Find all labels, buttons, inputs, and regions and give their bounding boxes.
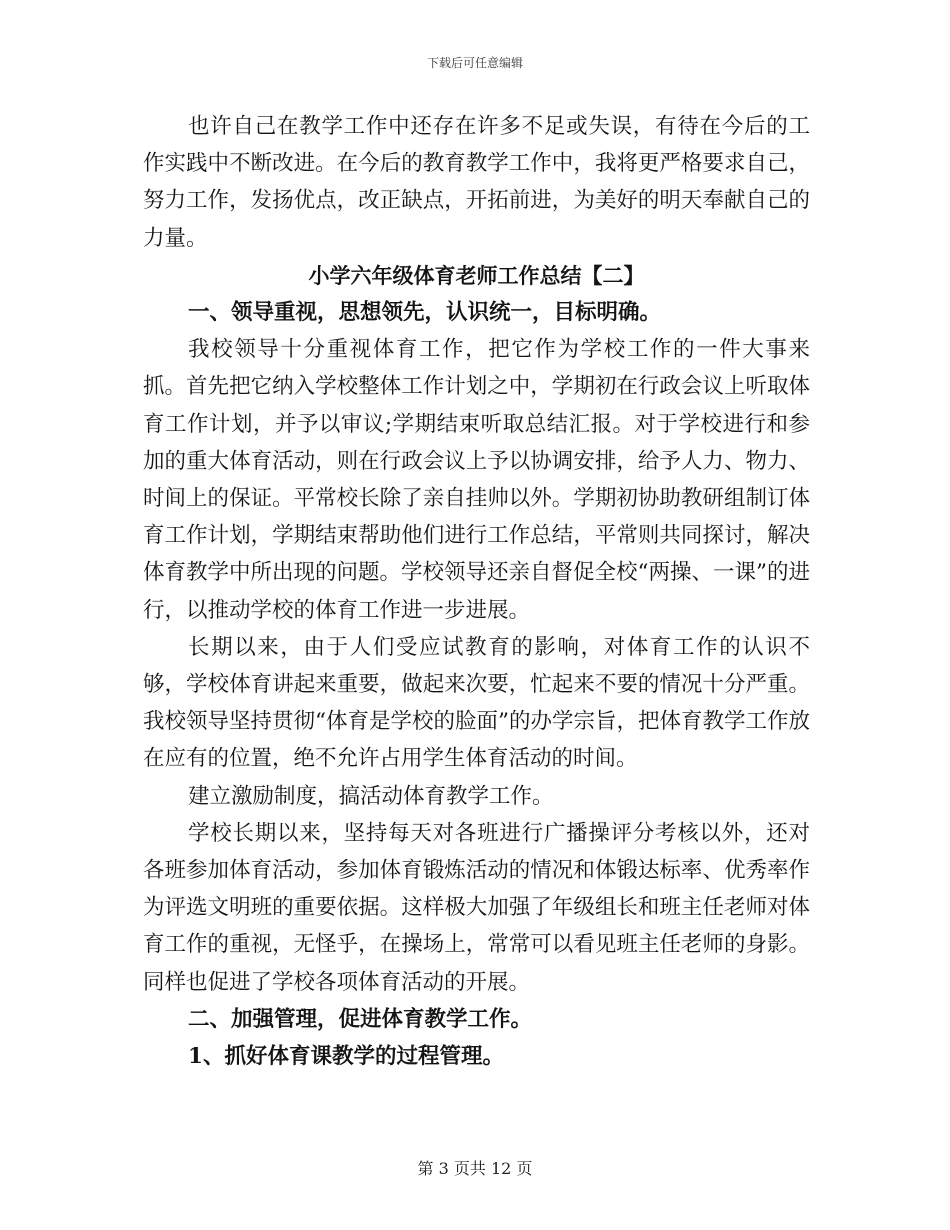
heading-leadership: 一、领导重视，思想领先，认识统一，目标明确。 [188,300,662,326]
intro-paragraph: 也许自己在教学工作中还存在许多不足或失误，有待在今后的工作实践中不断改进。在今后的教育教学工作中，我将更严格要求自己，努力工作，发扬优点，改正缺点，开拓前进，为美好的明天奉献自己的力量。 [143,114,810,251]
page-number: 第 3 页共 12 页 [417,1159,533,1178]
paragraph-evaluation: 学校长期以来，坚持每天对各班进行广播操评分考核以外，还对各班参加体育活动，参加体育锻炼活动的情况和体锻达标率、优秀率作为评选文明班的重要依据。这样极大加强了年级组长和班主任老师对体育工作的重视，无怪乎，在操场上，常常可以看见班主任老师的身影。同样也促进了学校各项体育活动的开展。 [143,820,810,995]
heading-management: 二、加强管理，促进体育教学工作。 [188,1006,533,1032]
section-title: 小学六年级体育老师工作总结【二】 [308,262,645,288]
heading-class-process: 1、抓好体育课教学的过程管理。 [188,1044,504,1070]
document-body [143,108,810,1075]
paragraph-leadership: 我校领导十分重视体育工作，把它作为学校工作的一件大事来抓。首先把它纳入学校整体工作计划之中，学期初在行政会议上听取体育工作计划，并予以审议;学期结束听取总结汇报。对于学校进行和参加的重大体育活动，则在行政会议上予以协调安排，给予人力、物力、时间上的保证。平常校长除了亲自挂帅以外。学期初协助教研组制订体育工作计划，学期结束帮助他们进行工作总结，平常则共同探讨，解决体育教学中所出现的问题。学校领导还亲自督促全校“两操、一课”的进行，以推动学校的体育工作进一步进展。 [143,337,810,623]
paragraph-exam-influence: 长期以来，由于人们受应试教育的影响，对体育工作的认识不够，学校体育讲起来重要，做起来次要，忙起来不要的情况十分严重。我校领导坚持贯彻“体育是学校的脸面”的办学宗旨，把体育教学工作放在应有的位置，绝不允许占用学生体育活动的时间。 [143,634,810,772]
page-header: 下载后可任意编辑 [426,56,523,70]
paragraph-incentive: 建立激励制度，搞活动体育教学工作。 [188,783,554,809]
